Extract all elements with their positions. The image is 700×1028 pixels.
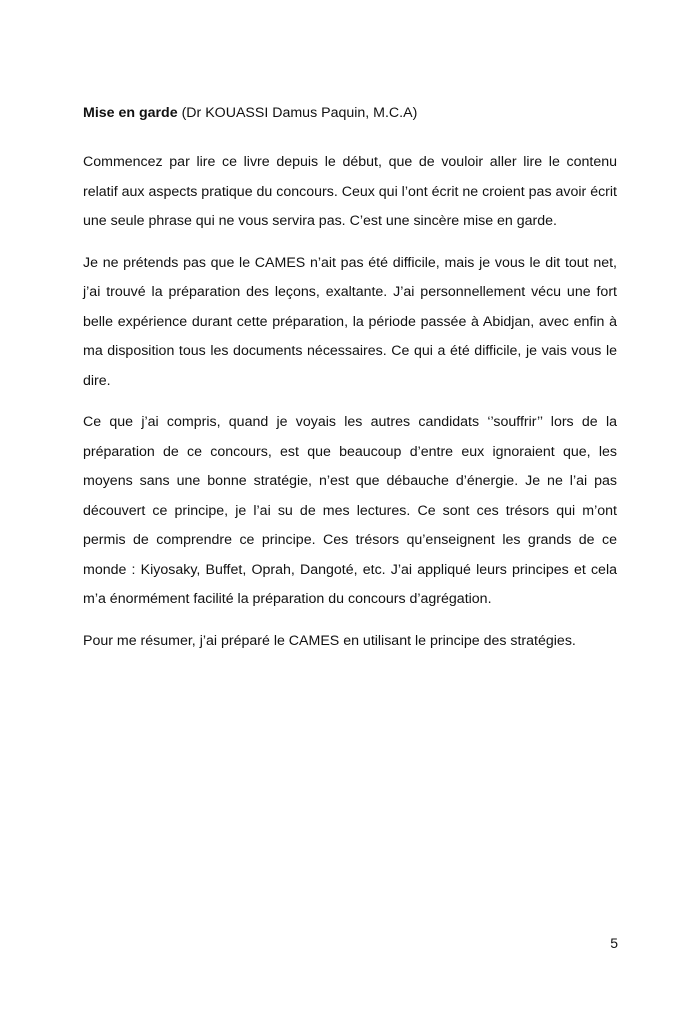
paragraph-4: Pour me résumer, j’ai préparé le CAMES en utilisant le principe des stratégies. — [83, 632, 576, 649]
paragraph-1: Commencez par lire ce livre depuis le début, que de vouloir aller lire le contenu relatif aux aspects pratique du concours. Ceux qui l’ont écrit ne croient pas avoir écrit une seule phrase qui ne vous servira pas. C’est une sincère mise en garde. — [83, 154, 617, 229]
heading-title: Mise en garde — [83, 105, 178, 121]
page-body — [83, 100, 617, 668]
section-heading — [83, 100, 617, 126]
paragraph-3: Ce que j’ai compris, quand je voyais les autres candidats ‘’souffrir’’ lors de la préparation de ce concours, est que beaucoup d’entre eux ignoraient que, les moyens sans une bonne stratégie, n’est que débauche d’énergie. Je ne l’ai pas découvert ce principe, je l’ai su de mes lectures. Ce sont ces trésors qui m’ont permis de comprendre ce principe. Ces trésors qu’enseignent les grands de ce monde : Kiyosaky, Buffet, Oprah, Dangoté, etc. J’ai appliqué leurs principes et cela m’a énormément facilité la préparation du concours d’agrégation. — [83, 414, 617, 607]
page-number: 5 — [610, 935, 618, 951]
paragraph-2: Je ne prétends pas que le CAMES n’ait pas été difficile, mais je vous le dit tout net, j’ai trouvé la préparation des leçons, exaltante. J’ai personnellement vécu une fort belle expérience durant cette préparation, la période passée à Abidjan, avec enfin à ma disposition tous les documents nécessaires. Ce qui a été difficile, je vais vous le dire. — [83, 254, 617, 389]
heading-author: (Dr KOUASSI Damus Paquin, M.C.A) — [177, 105, 418, 121]
